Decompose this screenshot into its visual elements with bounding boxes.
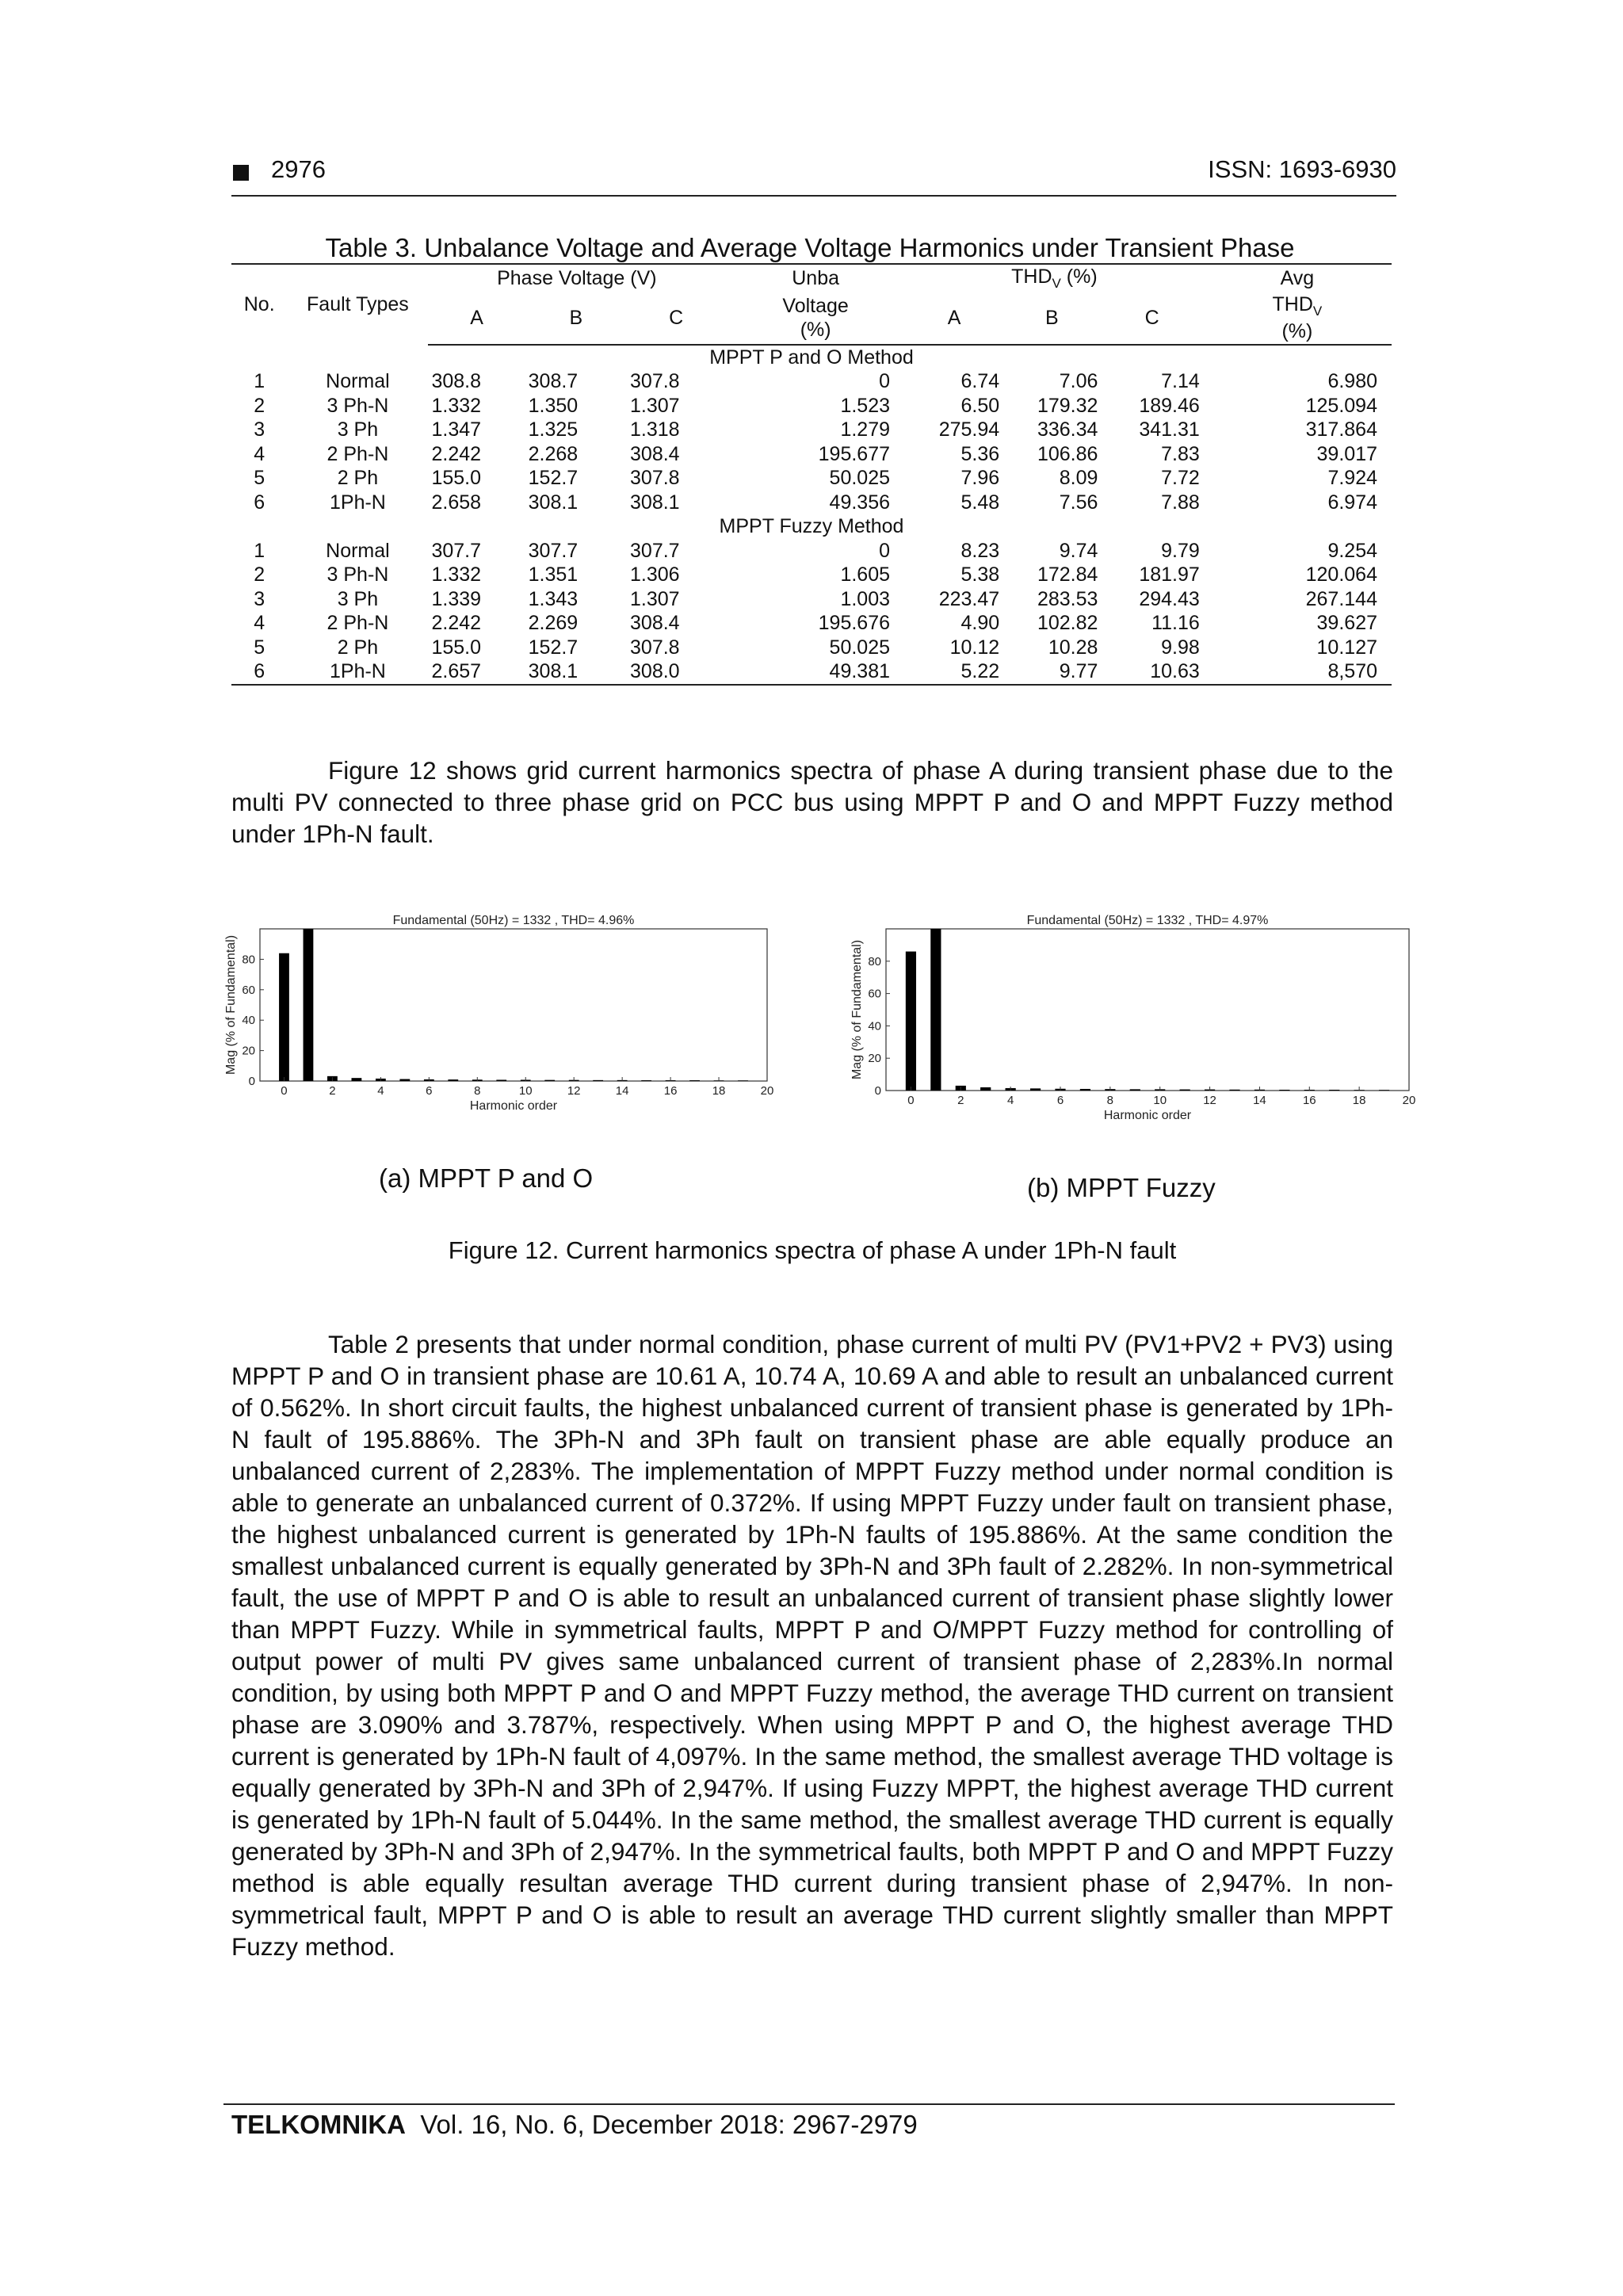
x-tick-label: 8 (474, 1084, 481, 1098)
plot-frame (886, 929, 1409, 1091)
cell-avg-thd: 120.064 (1305, 563, 1377, 586)
cell-unba: 0 (879, 370, 891, 393)
cell-vb: 308.7 (528, 370, 579, 393)
x-tick-label: 18 (1352, 1094, 1366, 1107)
cell-unba: 1.279 (840, 418, 891, 441)
cell-thd-b: 283.53 (1037, 587, 1098, 610)
x-tick-label: 6 (426, 1084, 433, 1098)
cell-fault-type: 1Ph-N (329, 491, 386, 514)
cell-fault-type: Normal (326, 370, 390, 393)
bar-h9 (1130, 1089, 1140, 1091)
cell-no: 6 (254, 491, 265, 514)
bar-h7 (448, 1079, 458, 1081)
header-b: B (525, 292, 627, 345)
cell-thd-a: 7.96 (960, 467, 1000, 490)
cell-unba: 50.025 (829, 636, 891, 659)
x-tick-label: 6 (1056, 1094, 1064, 1107)
cell-fault-type: 2 Ph (337, 467, 379, 490)
table-row (231, 659, 1392, 685)
table-row (231, 587, 1392, 612)
y-axis-label: Mag (% of Fundamental) (850, 939, 864, 1080)
bar-h3 (352, 1078, 362, 1081)
cell-va: 155.0 (431, 636, 482, 659)
cell-no: 4 (254, 442, 265, 465)
header-unba: Unba (725, 264, 906, 292)
cell-va: 1.339 (431, 587, 482, 610)
subcaption-b: (b) MPPT Fuzzy (1027, 1173, 1216, 1202)
cell-vc: 307.8 (630, 467, 680, 490)
x-tick-label: 20 (1402, 1094, 1416, 1107)
header-no: No. (231, 264, 287, 345)
cell-thd-c: 7.88 (1161, 491, 1200, 514)
cell-no: 1 (254, 370, 265, 393)
cell-no: 2 (254, 563, 265, 586)
y-tick-label: 40 (242, 1014, 255, 1028)
bar-h19 (1379, 1090, 1389, 1091)
cell-vb: 1.350 (528, 394, 579, 417)
cell-vc: 307.7 (630, 539, 680, 562)
cell-thd-b: 7.56 (1059, 491, 1098, 514)
figure-12b (824, 911, 1426, 1141)
table-body (231, 345, 1392, 685)
table-3 (231, 263, 1392, 686)
table-row (231, 539, 1392, 563)
table-section-header (231, 514, 1392, 539)
cell-va: 308.8 (431, 370, 482, 393)
cell-thd-a: 5.36 (960, 442, 1000, 465)
cell-va: 1.347 (431, 418, 482, 441)
paragraph-discussion: Table 2 presents that under normal condition, phase current of multi PV (PV1+PV2 + PV3) using MPPT P and O in transient phase are 10.61 A, 10.74 A, 10.69 A and able to result an unbalanced current of 0.562%. In short circuit faults, the highest unbalanced current of transient phase is generated by 1Ph-N fault of 195.886%. The 3Ph-N and 3Ph fault on transient phase are able equally produce an unbalanced current of 2,283%. The implementation of MPPT Fuzzy method under normal condition is able to generate an unbalanced current of 0.372%. If using MPPT Fuzzy under fault on transient phase, the highest unbalanced current is generated by 1Ph-N faults of 195.886%. At the same condition the smallest unbalanced current is equally generated by 3Ph-N and 3Ph fault of 2.282%. In non-symmetrical fault, the use of MPPT P and O is able to result an unbalanced current of transient phase slightly lower than MPPT Fuzzy. While in symmetrical faults, MPPT P and O/MPPT Fuzzy method for controlling of output power of multi PV gives same unbalanced current of transient phase of 2,283%.In normal condition, by using both MPPT P and O and MPPT Fuzzy method, the average THD current on transient phase are 3.090% and 3.787%, respectively. When using MPPT P and O, the highest average THD current is generated by 1Ph-N fault of 4,097%. In the same method, the smallest average THD voltage is equally generated by 3Ph-N and 3Ph of 2,947%. If using Fuzzy MPPT, the highest average THD current is generated by 1Ph-N fault of 5.044%. In the same method, the smallest average THD current is equally generated by 3Ph-N and 3Ph of 2,947%. In the symmetrical faults, both MPPT P and O and MPPT Fuzzy method is able equally resultan average THD current during transient phase of 2,947%. In non-symmetrical fault, MPPT P and O is able to result an average THD current slightly smaller than MPPT Fuzzy method. (231, 1330, 1393, 1961)
cell-thd-b: 9.77 (1002, 659, 1101, 685)
cell-thd-a: 6.74 (960, 370, 1000, 393)
cell-unba: 49.381 (725, 659, 906, 685)
x-tick-label: 16 (663, 1084, 678, 1098)
cell-vc: 308.4 (630, 612, 680, 635)
cell-no: 3 (254, 587, 265, 610)
cell-thd-c: 9.98 (1161, 636, 1200, 659)
cell-vb: 2.269 (528, 612, 579, 635)
header-thd-c: C (1101, 292, 1202, 345)
cell-unba: 49.356 (829, 491, 891, 514)
cell-avg-thd: 6.980 (1327, 370, 1377, 393)
cell-fault-type: 3 Ph-N (327, 563, 389, 586)
cell-no: 5 (254, 467, 265, 490)
bar-h3 (980, 1087, 991, 1091)
header-thd-b: B (1002, 292, 1101, 345)
header-unba-voltage: Voltage (%) (725, 292, 906, 345)
cell-thd-c: 7.83 (1161, 442, 1200, 465)
cell-thd-b: 179.32 (1037, 394, 1098, 417)
cell-vb: 308.1 (525, 659, 627, 685)
header-fault-types: Fault Types (287, 264, 428, 345)
x-tick-label: 18 (712, 1084, 726, 1098)
bar-h13 (1229, 1090, 1239, 1091)
x-tick-label: 0 (281, 1084, 288, 1098)
table-caption: Table 3. Unbalance Voltage and Average Voltage Harmonics under Transient Phase (325, 233, 1295, 262)
cell-thd-a: 5.48 (960, 491, 1000, 514)
cell-no: 3 (254, 418, 265, 441)
header-avg-thdv: $THD_V$ (%) (1203, 292, 1392, 345)
y-axis-label: Mag (% of Fundamental) (224, 934, 238, 1075)
cell-thd-a: 5.22 (906, 659, 1002, 685)
x-tick-label: 12 (1203, 1094, 1216, 1107)
journal-name: TELKOMNIKA (231, 2110, 406, 2139)
x-axis-label: Harmonic order (1103, 1109, 1192, 1122)
bar-h7 (1080, 1089, 1090, 1091)
cell-vb: 307.7 (528, 539, 579, 562)
cell-vc: 1.318 (630, 418, 680, 441)
cell-fault-type: 2 Ph-N (327, 442, 389, 465)
cell-thd-c: 7.14 (1161, 370, 1200, 393)
cell-avg-thd: 10.127 (1316, 636, 1377, 659)
cell-fault-type: 3 Ph-N (327, 394, 389, 417)
cell-avg-thd: 39.627 (1316, 612, 1377, 635)
section-title: MPPT Fuzzy Method (719, 515, 904, 538)
cell-thd-c: 294.43 (1139, 587, 1200, 610)
header-avg: Avg (1203, 264, 1392, 292)
cell-vc: 308.4 (630, 442, 680, 465)
cell-thd-b: 7.06 (1059, 370, 1098, 393)
subcaption-a: (a) MPPT P and O (379, 1163, 594, 1193)
cell-no: 4 (254, 612, 265, 635)
bar-h1 (304, 929, 314, 1081)
cell-vc: 308.1 (630, 491, 680, 514)
cell-va: 307.7 (431, 539, 482, 562)
cell-thd-b: 9.74 (1059, 539, 1098, 562)
cell-vb: 152.7 (528, 467, 579, 490)
footer-rule (223, 2103, 1395, 2105)
cell-no: 5 (254, 636, 265, 659)
paragraph-figure-intro: Figure 12 shows grid current harmonics spectra of phase A during transient phase due to the multi PV connected to three phase grid on PCC bus using MPPT P and O and MPPT Fuzzy method under 1Ph-N fault. (231, 756, 1393, 848)
section-title: MPPT P and O Method (709, 346, 914, 369)
y-tick-label: 80 (868, 954, 881, 968)
cell-no: 6 (231, 659, 287, 685)
cell-avg-thd: 7.924 (1327, 467, 1377, 490)
cell-avg-thd: 9.254 (1327, 539, 1377, 562)
cell-vc: 307.8 (630, 636, 680, 659)
cell-vc: 307.8 (630, 370, 680, 393)
cell-fault-type: 3 Ph (337, 418, 379, 441)
cell-va: 2.657 (428, 659, 525, 685)
y-tick-label: 60 (242, 983, 255, 997)
cell-vc: 1.307 (630, 587, 680, 610)
x-tick-label: 10 (518, 1084, 533, 1098)
cell-thd-c: 189.46 (1139, 394, 1200, 417)
cell-vc: 1.307 (630, 394, 680, 417)
page-number: 2976 (271, 155, 326, 183)
journal-details: Vol. 16, No. 6, December 2018: 2967-2979 (420, 2110, 918, 2139)
y-tick-label: 0 (874, 1084, 881, 1098)
cell-unba: 1.523 (840, 394, 891, 417)
cell-unba: 50.025 (829, 467, 891, 490)
cell-vb: 1.325 (528, 418, 579, 441)
cell-va: 1.332 (431, 394, 482, 417)
cell-va: 2.658 (431, 491, 482, 514)
cell-thd-b: 336.34 (1037, 418, 1098, 441)
header-thd-a: A (906, 292, 1002, 345)
cell-avg-thd: 317.864 (1305, 418, 1377, 441)
cell-avg-thd: 125.094 (1305, 394, 1377, 417)
y-tick-label: 60 (868, 987, 881, 1001)
bar-h0 (279, 953, 289, 1081)
cell-vc: 308.0 (627, 659, 725, 685)
cell-avg-thd: 39.017 (1316, 442, 1377, 465)
x-tick-label: 16 (1302, 1094, 1316, 1107)
x-tick-label: 14 (1253, 1094, 1266, 1107)
page-header (231, 155, 1396, 192)
cell-unba: 1.605 (840, 563, 891, 586)
cell-unba: 195.677 (818, 442, 891, 465)
cell-thd-a: 5.38 (960, 563, 1000, 586)
cell-no: 1 (254, 539, 265, 562)
x-tick-label: 14 (615, 1084, 629, 1098)
header-c: C (627, 292, 725, 345)
cell-thd-c: 9.79 (1161, 539, 1200, 562)
x-tick-label: 4 (1006, 1094, 1014, 1107)
x-axis-label: Harmonic order (469, 1099, 558, 1113)
table-row (231, 369, 1392, 394)
table-row (231, 394, 1392, 418)
cell-thd-c: 341.31 (1139, 418, 1200, 441)
cell-fault-type: Normal (326, 539, 390, 562)
cell-vc: 1.306 (630, 563, 680, 586)
table-row (231, 466, 1392, 491)
bar-h5 (1030, 1088, 1041, 1091)
bar-h17 (1329, 1090, 1339, 1091)
cell-unba: 195.676 (818, 612, 891, 635)
chart-title: Fundamental (50Hz) = 1332 , THD= 4.97% (1026, 914, 1269, 927)
y-tick-label: 40 (868, 1019, 881, 1033)
x-tick-label: 12 (567, 1084, 581, 1098)
table-row (231, 563, 1392, 587)
cell-thd-b: 10.28 (1048, 636, 1098, 659)
plot-frame (260, 929, 767, 1081)
x-tick-label: 2 (329, 1084, 336, 1098)
y-tick-label: 20 (868, 1052, 881, 1066)
cell-avg-thd: 8,570 (1203, 659, 1392, 685)
issn: ISSN: 1693-6930 (1208, 155, 1396, 183)
cell-thd-b: 172.84 (1037, 563, 1098, 586)
header-a: A (428, 292, 525, 345)
bar-h1 (930, 929, 941, 1091)
bar-h15 (641, 1080, 651, 1081)
cell-fault-type: 1Ph-N (287, 659, 428, 685)
cell-unba: 0 (879, 539, 891, 562)
figure-caption: Figure 12. Current harmonics spectra of phase A under 1Ph-N fault (448, 1236, 1177, 1264)
cell-thd-c: 10.63 (1101, 659, 1202, 685)
y-tick-label: 80 (242, 953, 255, 967)
cell-vb: 1.343 (528, 587, 579, 610)
square-bullet-icon (233, 165, 249, 181)
cell-va: 2.242 (431, 442, 482, 465)
cell-thd-c: 7.72 (1161, 467, 1200, 490)
cell-thd-a: 223.47 (938, 587, 1000, 610)
y-tick-label: 20 (242, 1044, 255, 1058)
header-rule (231, 195, 1396, 197)
table-row (231, 611, 1392, 636)
cell-fault-type: 2 Ph-N (327, 612, 389, 635)
cell-unba: 1.003 (840, 587, 891, 610)
x-tick-label: 4 (377, 1084, 384, 1098)
cell-thd-a: 8.23 (960, 539, 1000, 562)
table-row (231, 442, 1392, 467)
cell-va: 1.332 (431, 563, 482, 586)
figure-12a (212, 911, 774, 1141)
cell-no: 2 (254, 394, 265, 417)
cell-thd-a: 6.50 (960, 394, 1000, 417)
header-thdv: $THD_V$ (%) (906, 264, 1203, 292)
cell-va: 155.0 (431, 467, 482, 490)
cell-thd-c: 11.16 (1151, 612, 1200, 635)
x-tick-label: 20 (760, 1084, 774, 1098)
cell-fault-type: 2 Ph (337, 636, 379, 659)
cell-vb: 308.1 (528, 491, 579, 514)
bar-h11 (544, 1080, 555, 1081)
bar-h17 (689, 1080, 700, 1081)
cell-fault-type: 3 Ph (337, 587, 379, 610)
page-footer (231, 2110, 918, 2140)
harmonics-chart-b (824, 911, 1426, 1141)
bar-h11 (1180, 1090, 1190, 1091)
cell-vb: 152.7 (528, 636, 579, 659)
table-section-header (231, 345, 1392, 370)
y-tick-label: 0 (248, 1075, 255, 1088)
table-row (231, 418, 1392, 442)
harmonics-chart-a (212, 911, 774, 1141)
bar-h19 (738, 1080, 748, 1081)
cell-vb: 1.351 (528, 563, 579, 586)
bar-h15 (1279, 1090, 1289, 1091)
cell-thd-a: 4.90 (960, 612, 1000, 635)
x-tick-label: 8 (1106, 1094, 1114, 1107)
cell-thd-b: 8.09 (1059, 467, 1098, 490)
cell-va: 2.242 (431, 612, 482, 635)
bar-h5 (399, 1079, 410, 1081)
table-row (231, 491, 1392, 515)
cell-thd-a: 275.94 (938, 418, 1000, 441)
bar-h13 (593, 1080, 603, 1081)
cell-thd-b: 102.82 (1037, 612, 1098, 635)
x-tick-label: 0 (907, 1094, 915, 1107)
cell-thd-a: 10.12 (949, 636, 1000, 659)
cell-avg-thd: 6.974 (1327, 491, 1377, 514)
table-row (231, 636, 1392, 660)
cell-thd-c: 181.97 (1139, 563, 1200, 586)
header-phase-voltage: Phase Voltage (V) (428, 264, 725, 292)
cell-vb: 2.268 (528, 442, 579, 465)
x-tick-label: 10 (1153, 1094, 1167, 1107)
bar-h9 (496, 1079, 506, 1081)
cell-avg-thd: 267.144 (1305, 587, 1377, 610)
x-tick-label: 2 (957, 1094, 964, 1107)
chart-title: Fundamental (50Hz) = 1332 , THD= 4.96% (392, 914, 635, 927)
cell-thd-b: 106.86 (1037, 442, 1098, 465)
bar-h0 (906, 952, 916, 1091)
